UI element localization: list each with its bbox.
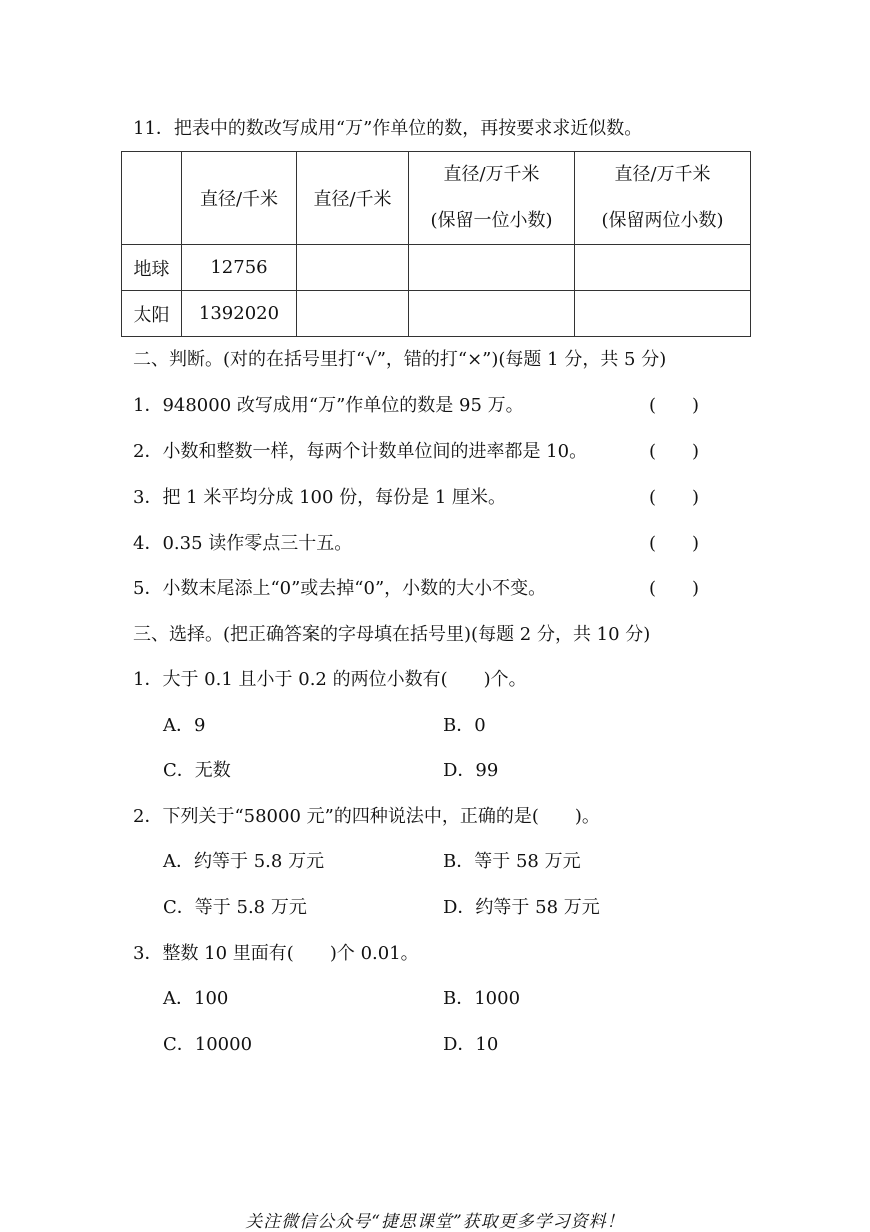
answer-cell[interactable]: [409, 291, 575, 337]
choice-question-stem: 3．整数 10 里面有( )个 0.01。: [133, 943, 419, 964]
choice-option[interactable]: A．9: [163, 715, 206, 736]
choice-option[interactable]: D．约等于 58 万元: [443, 897, 600, 918]
header-note: (保留一位小数): [430, 210, 553, 231]
section2-title: 二、判断。(对的在括号里打“√”，错的打“×”)(每题 1 分，共 5 分): [133, 349, 667, 370]
choice-option[interactable]: C．等于 5.8 万元: [163, 897, 307, 918]
choice-option[interactable]: C．无数: [163, 760, 231, 781]
section3-title: 三、选择。(把正确答案的字母填在括号里)(每题 2 分，共 10 分): [133, 624, 651, 645]
choice-question-stem: 1．大于 0.1 且小于 0.2 的两位小数有( )个。: [133, 669, 527, 690]
header-label: 直径/万千米: [443, 164, 540, 185]
answer-cell[interactable]: [575, 291, 751, 337]
table-header-cell: [122, 152, 182, 245]
choice-option[interactable]: D．99: [443, 760, 499, 781]
row-value: 1392020: [182, 291, 297, 337]
table-header-cell: [575, 152, 751, 245]
row-label: 太阳: [122, 291, 182, 337]
table-header-cell: [409, 152, 575, 245]
choice-option[interactable]: A．约等于 5.8 万元: [163, 851, 325, 872]
choice-option[interactable]: B．等于 58 万元: [443, 851, 581, 872]
answer-cell[interactable]: [297, 291, 409, 337]
judge-item-text: 3．把 1 米平均分成 100 份，每份是 1 厘米。: [133, 487, 507, 508]
judge-answer-blank[interactable]: ( ): [649, 441, 700, 462]
judge-item-text: 5．小数末尾添上“0”或去掉“0”，小数的大小不变。: [133, 578, 547, 599]
judge-item-text: 4．0.35 读作零点三十五。: [133, 533, 353, 554]
judge-item-text: 2．小数和整数一样，每两个计数单位间的进率都是 10。: [133, 441, 588, 462]
table-header-cell: 直径/千米: [297, 152, 409, 245]
row-label: 地球: [122, 245, 182, 291]
judge-item-text: 1．948000 改写成用“万”作单位的数是 95 万。: [133, 395, 524, 416]
choice-option[interactable]: A．100: [163, 988, 229, 1009]
judge-answer-blank[interactable]: ( ): [649, 395, 700, 416]
q11-title: 11．把表中的数改写成用“万”作单位的数，再按要求求近似数。: [133, 118, 643, 139]
row-value: 12756: [182, 245, 297, 291]
header-label: 直径/万千米: [614, 164, 711, 185]
choice-option[interactable]: C．10000: [163, 1034, 253, 1055]
footer-note: 关注微信公众号“捷思课堂”获取更多学习资料！: [245, 1212, 625, 1232]
judge-answer-blank[interactable]: ( ): [649, 487, 700, 508]
answer-cell[interactable]: [575, 245, 751, 291]
q11-table: [121, 151, 751, 337]
choice-option[interactable]: B．0: [443, 715, 486, 736]
choice-option[interactable]: D．10: [443, 1034, 499, 1055]
table-row: [122, 245, 751, 291]
judge-answer-blank[interactable]: ( ): [649, 578, 700, 599]
answer-cell[interactable]: [297, 245, 409, 291]
choice-option[interactable]: B．1000: [443, 988, 521, 1009]
table-header-cell: 直径/千米: [182, 152, 297, 245]
choice-question-stem: 2．下列关于“58000 元”的四种说法中，正确的是( )。: [133, 806, 600, 827]
judge-answer-blank[interactable]: ( ): [649, 533, 700, 554]
header-note: (保留两位小数): [601, 210, 724, 231]
answer-cell[interactable]: [409, 245, 575, 291]
table-row: [122, 291, 751, 337]
